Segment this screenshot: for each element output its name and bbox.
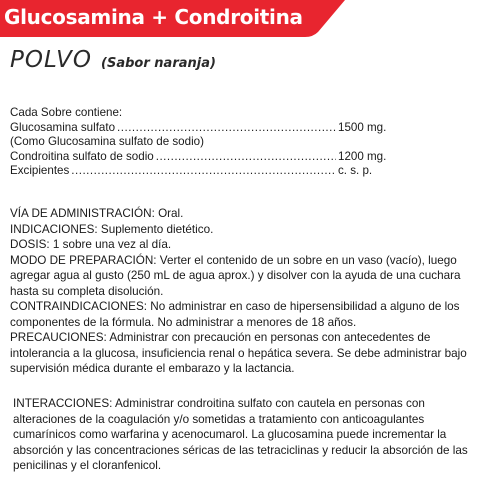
ingredient-name: Excipientes xyxy=(10,164,70,177)
dosage: DOSIS: 1 sobre una vez al día. xyxy=(10,238,172,251)
interactions: INTERACCIONES: Administrar condroitina sulfato con cautela en personas con alteraciones de la coagulación y/o sometidas a tratamiento con anticoagulantes cumarínicos como warfarina y acenocumarol. La glucosamina puede incrementar la absorción y las concentraciones séricas de las tetraciclinas y reducir la absorción de las penicilinas y el cloranfenicol. xyxy=(13,397,468,472)
composition-row xyxy=(10,135,390,150)
composition-intro: Cada Sobre contiene: xyxy=(10,106,123,119)
usage-info-block xyxy=(10,206,480,377)
indications: INDICACIONES: Suplemento dietético. xyxy=(10,222,214,236)
leader-dots xyxy=(156,150,336,165)
presentation-flavor: (Sabor naranja) xyxy=(101,56,216,71)
product-name: Glucosamina + Condroitina xyxy=(4,5,303,29)
composition-row xyxy=(10,150,390,165)
leader-dots xyxy=(71,164,336,179)
administration-route: VÍA DE ADMINISTRACIÓN: Oral. xyxy=(10,207,184,220)
composition-row xyxy=(10,164,390,179)
product-banner xyxy=(0,0,345,38)
composition-row xyxy=(10,121,390,136)
presentation-form: POLVO xyxy=(10,47,92,73)
contraindications: CONTRAINDICACIONES: No administrar en caso de hipersensibilidad a alguno de los componentes de la fórmula. No administrar a menores de 18 años. xyxy=(10,300,460,329)
precautions: PRECAUCIONES: Administrar con precaución en personas con antecedentes de intolerancia a la glucosa, insuficiencia renal o hepática severa. Se debe administrar bajo supervisión médica durante el embarazo y la lactancia. xyxy=(10,331,467,375)
ingredient-name: Condroitina sulfato de sodio xyxy=(10,149,154,163)
presentation-heading xyxy=(10,47,216,73)
leader-dots xyxy=(117,121,336,136)
ingredient-note: (Como Glucosamina sulfato de sodio) xyxy=(10,135,204,148)
ingredient-name: Glucosamina sulfato xyxy=(10,120,116,134)
composition-block xyxy=(10,106,390,179)
preparation-method: MODO DE PREPARACIÓN: Verter el contenido de un sobre en un vaso (vacío), luego agregar agua al gusto (250 mL de agua aprox.) y disolver con la ayuda de una cuchara hasta su completa disolución. xyxy=(10,253,461,298)
ingredient-amount: c. s. p. xyxy=(338,164,373,177)
ingredient-amount: 1500 mg. xyxy=(338,120,387,134)
ingredient-amount: 1200 mg. xyxy=(338,149,387,163)
